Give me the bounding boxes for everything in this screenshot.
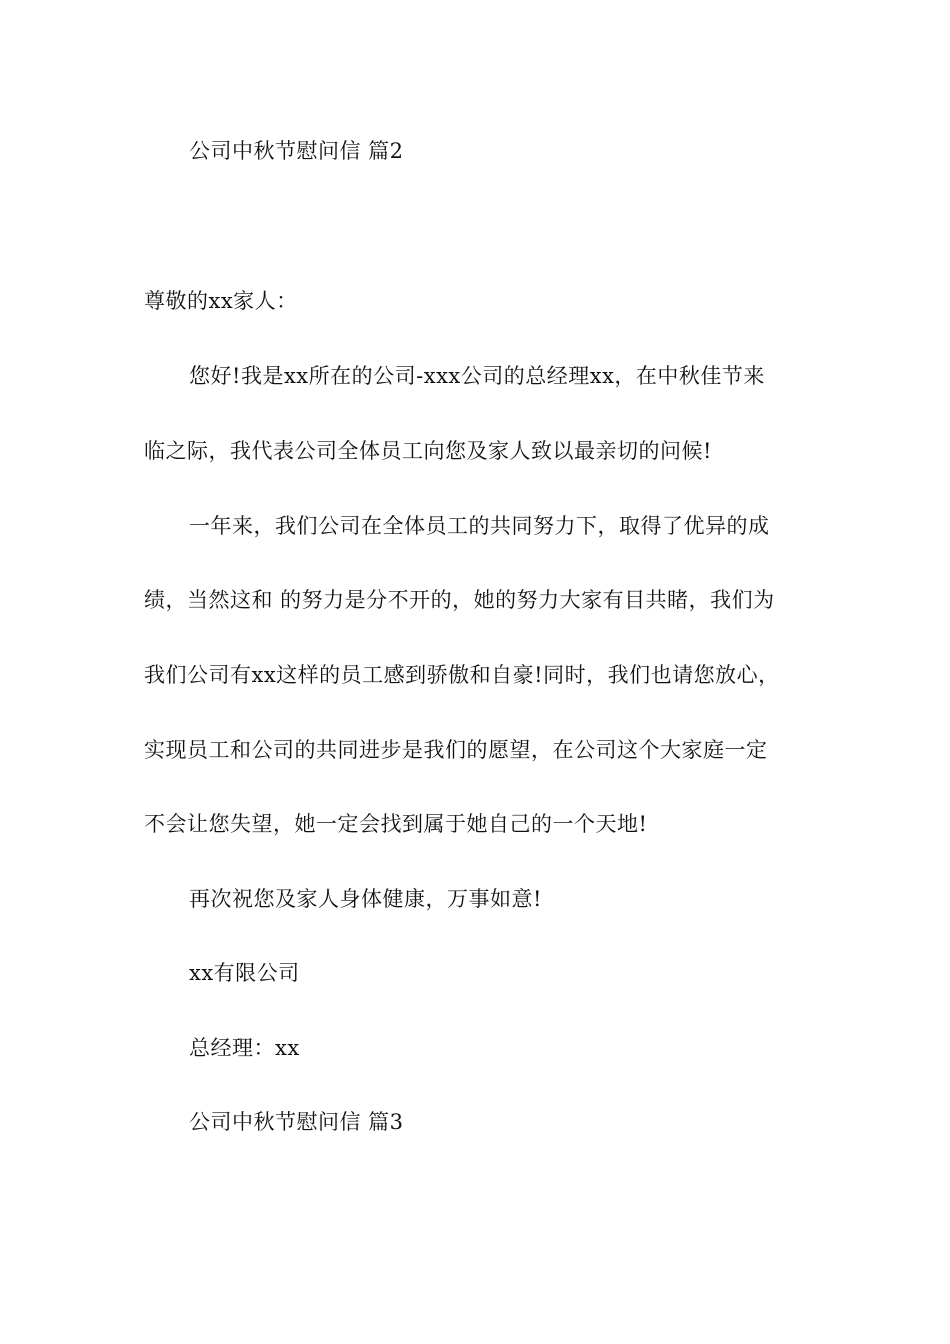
paragraph-2-line-3: 我们公司有xx这样的员工感到骄傲和自豪!同时，我们也请您放心， bbox=[144, 663, 780, 687]
section-heading-2: 公司中秋节慰问信 篇2 bbox=[189, 139, 404, 163]
paragraph-1-line-2: 临之际，我代表公司全体员工向您及家人致以最亲切的问候! bbox=[144, 439, 712, 463]
paragraph-2-line-1: 一年来，我们公司在全体员工的共同努力下，取得了优异的成 bbox=[189, 514, 770, 538]
paragraph-1-line-1: 您好!我是xx所在的公司-xxx公司的总经理xx，在中秋佳节来 bbox=[189, 364, 765, 388]
paragraph-2-line-5: 不会让您失望，她一定会找到属于她自己的一个天地! bbox=[144, 812, 648, 836]
signature-manager: 总经理：xx bbox=[189, 1036, 300, 1060]
section-heading-3: 公司中秋节慰问信 篇3 bbox=[189, 1110, 404, 1134]
closing-wish: 再次祝您及家人身体健康，万事如意! bbox=[189, 887, 542, 911]
salutation: 尊敬的xx家人： bbox=[144, 289, 298, 313]
signature-company: xx有限公司 bbox=[189, 961, 300, 985]
paragraph-2-line-2: 绩，当然这和 的努力是分不开的，她的努力大家有目共睹，我们为 bbox=[144, 588, 775, 612]
paragraph-2-line-4: 实现员工和公司的共同进步是我们的愿望，在公司这个大家庭一定 bbox=[144, 738, 768, 762]
